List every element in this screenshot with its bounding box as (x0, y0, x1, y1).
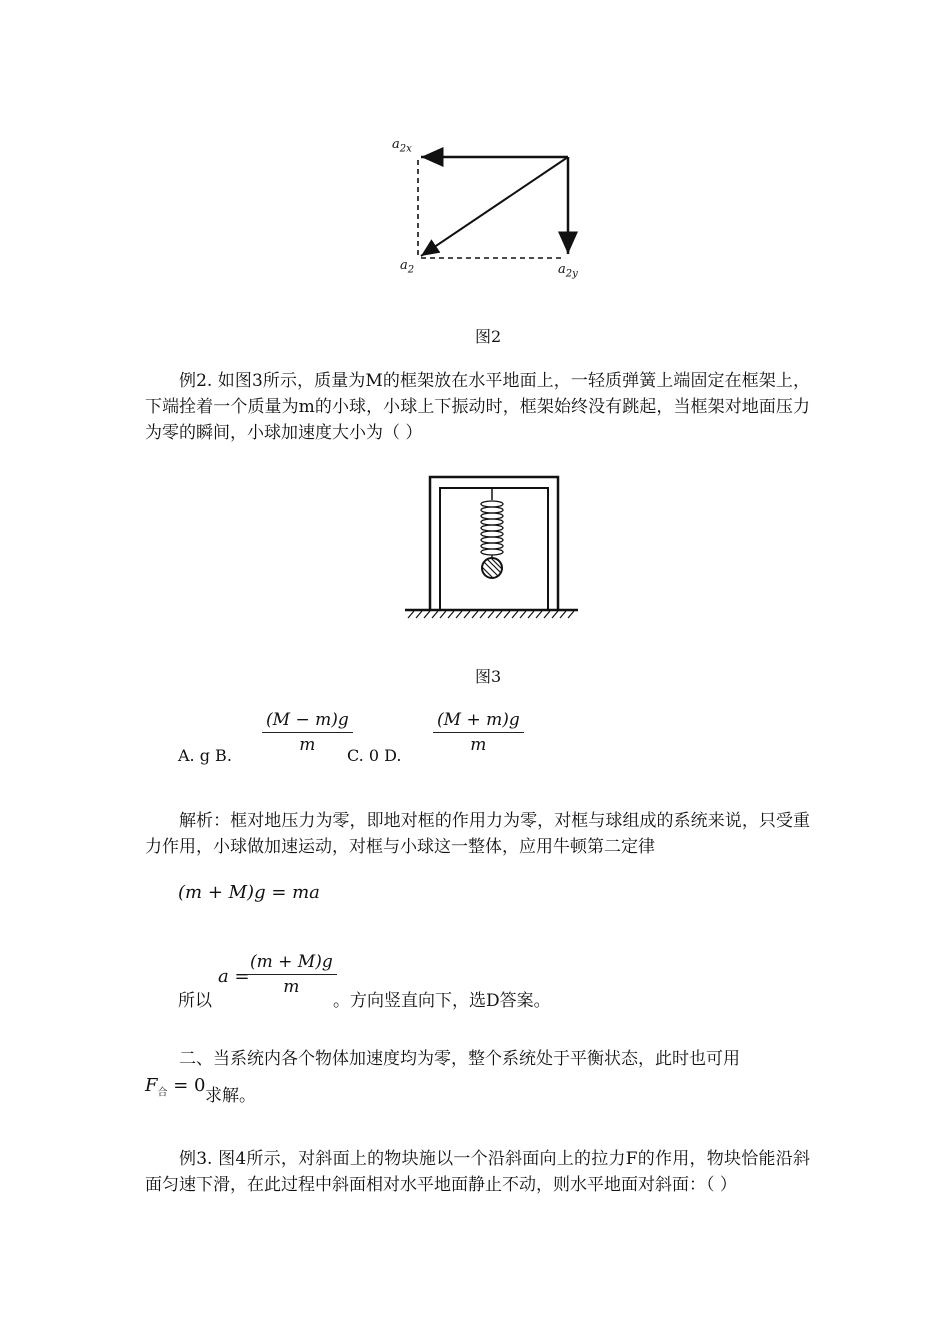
option-b-fraction: $\frac{(M - m)g}{m}$ (262, 710, 353, 755)
label-a2x: $a_{2x}$ (392, 137, 412, 155)
ball (482, 558, 502, 578)
option-a-b-label: A. g B. (178, 746, 232, 765)
so-suffix: 。方向竖直向下，选D答案。 (333, 991, 551, 1011)
a2-arrow (421, 157, 568, 256)
figure-3-spring-frame (400, 470, 580, 626)
option-c-d-label: C. 0 D. (347, 746, 402, 765)
section-2-paragraph: 二、当系统内各个物体加速度均为零，整个系统处于平衡状态，此时也可用 (179, 1049, 740, 1069)
example-3-paragraph: 例3. 图4所示，对斜面上的物块施以一个沿斜面向上的拉力F的作用，物块恰能沿斜面匀速下滑，在此过程中斜面相对水平地面静止不动，则水平地面对斜面：（ ） (145, 1149, 810, 1195)
result-fraction: $\frac{(m + M)g}{m}$ (246, 952, 337, 997)
a-equals: a = (218, 966, 250, 987)
label-a2: $a_2$ (400, 258, 415, 276)
spring (481, 501, 503, 555)
example-2-paragraph: 例2. 如图3所示，质量为M的框架放在水平地面上，一轻质弹簧上端固定在框架上，下端拴着一个质量为m的小球，小球上下振动时，框架始终没有跳起，当框架对地面压力为零的瞬间，小球加速度大小为（ ） (145, 371, 810, 443)
option-d-fraction: $\frac{(M + m)g}{m}$ (433, 710, 524, 755)
newton-equation: (m + M)g = ma (178, 882, 320, 903)
f-net-zero: $F_合 = 0$ (145, 1075, 206, 1099)
label-a2y: $a_{2y}$ (558, 262, 578, 280)
figure-3-caption: 图3 (475, 667, 502, 686)
section-2-suffix: 求解。 (205, 1086, 256, 1106)
figure-2-caption: 图2 (475, 327, 502, 346)
so-prefix: 所以 (178, 991, 212, 1011)
analysis-paragraph: 解析：框对地压力为零，即地对框的作用力为零，对框与球组成的系统来说，只受重力作用，小球做加速运动，对框与小球这一整体，应用牛顿第二定律 (145, 811, 810, 857)
